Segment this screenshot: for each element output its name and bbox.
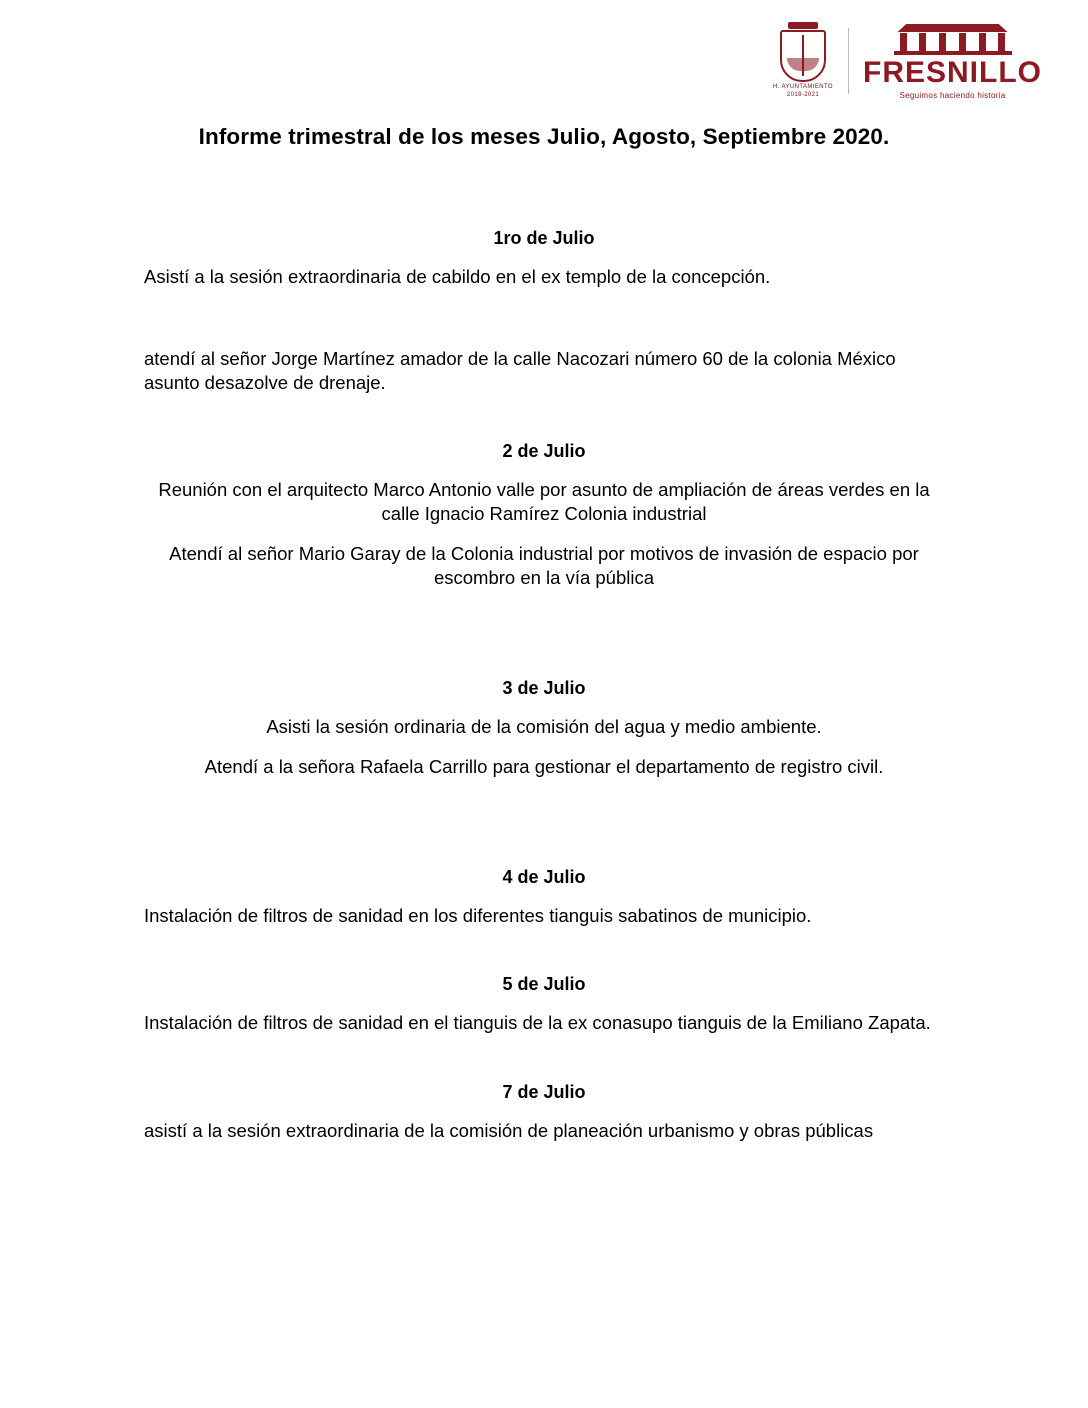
day-heading-1: 1ro de Julio [493,228,595,248]
entry-paragraph: Instalación de filtros de sanidad en el tianguis de la ex conasupo tianguis de la Emiliano Zapata. [144,1012,931,1034]
entry-paragraph: Reunión con el arquitecto Marco Antonio valle por asunto de ampliación de áreas verdes en la calle Ignacio Ramírez Colonia industrial [158,479,930,525]
day-heading-4: 4 de Julio [502,867,586,888]
day-heading-2: 2 de Julio [502,441,586,462]
crest-caption-line2: 2018-2021 [786,91,820,98]
municipal-crest-icon [772,22,834,100]
day-heading-5: 5 de Julio [502,974,586,995]
entry-paragraph: atendí al señor Jorge Martínez amador de la calle Nacozari número 60 de la colonia México asunto desazolve de drenaje. [144,348,896,394]
crest-banner-icon [788,22,818,29]
entry-paragraph: Instalación de filtros de sanidad en los diferentes tianguis sabatinos de municipio. [144,905,812,927]
crest-caption-line1: H. AYUNTAMIENTO [772,84,833,90]
entry-paragraph: Atendí al señor Mario Garay de la Colonia industrial por motivos de invasión de espacio por escombro en la vía pública [169,543,919,589]
document-header [772,22,1042,100]
document-body [144,228,944,1143]
building-icon [894,22,1012,56]
fresnillo-tagline: Seguimos haciendo historia [899,91,1006,100]
header-divider [848,28,849,94]
entry-paragraph: Asistí a la sesión extraordinaria de cabildo en el ex templo de la concepción. [144,266,771,287]
fresnillo-logo [863,22,1042,100]
day-heading-7: 7 de Julio [502,1081,586,1102]
entry-paragraph: asistí a la sesión extraordinaria de la comisión de planeación urbanismo y obras públicas [144,1119,874,1141]
crest-shield-icon [780,30,826,82]
page-title: Informe trimestral de los meses Julio, Agosto, Septiembre 2020. [198,124,890,149]
day-heading-3: 3 de Julio [502,678,586,699]
entry-paragraph: Asisti la sesión ordinaria de la comisión del agua y medio ambiente. [266,716,822,738]
fresnillo-wordmark: FRESNILLO [863,56,1042,89]
entry-paragraph: Atendí a la señora Rafaela Carrillo para gestionar el departamento de registro civil. [204,756,884,778]
